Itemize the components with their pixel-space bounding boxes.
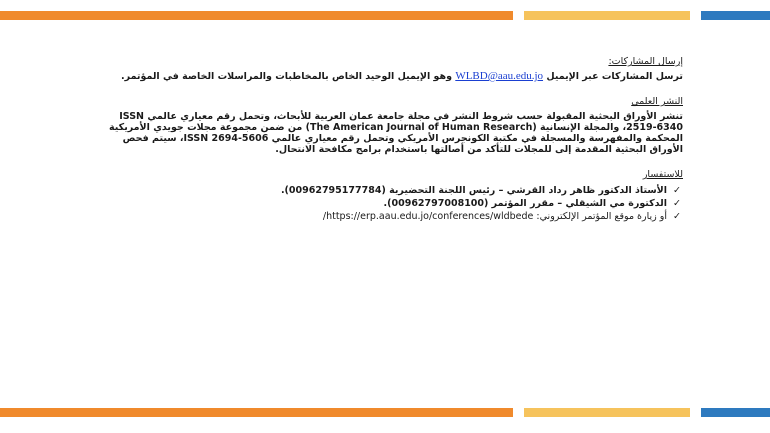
bottom-bar-orange <box>0 408 513 417</box>
list-item <box>95 197 683 210</box>
bottom-bar-blue <box>701 408 770 417</box>
contact-rapporteur: الدكتورة مي الشيقلي – مقرر المؤتمر (00962797008100). <box>383 198 667 209</box>
submissions-text-before: ترسل المشاركات عبر الإيميل <box>546 71 683 82</box>
inquiries-heading: للاستفسار <box>642 169 683 180</box>
website-link[interactable]: أو زيارة موقع المؤتمر الإلكتروني: https://erp.aau.edu.jo/conferences/wldbede/ <box>322 211 667 222</box>
submissions-section <box>95 56 683 82</box>
submissions-heading: إرسال المشاركات: <box>608 56 683 67</box>
publishing-heading: النشر العلمي <box>631 96 683 107</box>
check-icon: ✓ <box>673 198 681 209</box>
check-icon: ✓ <box>673 211 681 222</box>
top-bar-blue <box>701 11 770 20</box>
document-content <box>95 56 683 237</box>
inquiries-list <box>95 184 683 223</box>
list-item <box>95 210 683 223</box>
top-bar-yellow <box>524 11 690 20</box>
bottom-bar-yellow <box>524 408 690 417</box>
submissions-text-after: وهو الإيميل الوحيد الخاص بالمخاطبات والمراسلات الخاصة في المؤتمر. <box>121 71 452 82</box>
check-icon: ✓ <box>673 185 681 196</box>
publishing-section <box>95 96 683 155</box>
inquiries-section <box>95 169 683 223</box>
contact-chair: الأستاذ الدكتور ظاهر رداد القرشي – رئيس اللجنة التحضيرية (00962795177784). <box>280 185 667 196</box>
submissions-paragraph <box>95 71 683 82</box>
list-item <box>95 184 683 197</box>
publishing-paragraph: تنشر الأوراق البحثية المقبولة حسب شروط النشر في مجلة جامعة عمان العربية للأبحاث، وتحمل رقم معياري عالمي ISSN 2519-6340، والمجلة الإنسانية (The American Journal of Human Research) من ضمن مجموعة مجلات جويدي الأمريكية المحكمة والمفهرسة والمسجلة في مكتبة الكونجرس الأمريكي وتحمل رقم معياري عالمي ISSN 2694-5606، سيتم فحص الأوراق البحثية المقدمة إلى للمجلات للتأكد من أصالتها باستخدام برامج مكافحة الانتحال. <box>109 111 683 155</box>
top-bar-orange <box>0 11 513 20</box>
email-link[interactable]: WLBD@aau.edu.jo <box>455 70 544 82</box>
